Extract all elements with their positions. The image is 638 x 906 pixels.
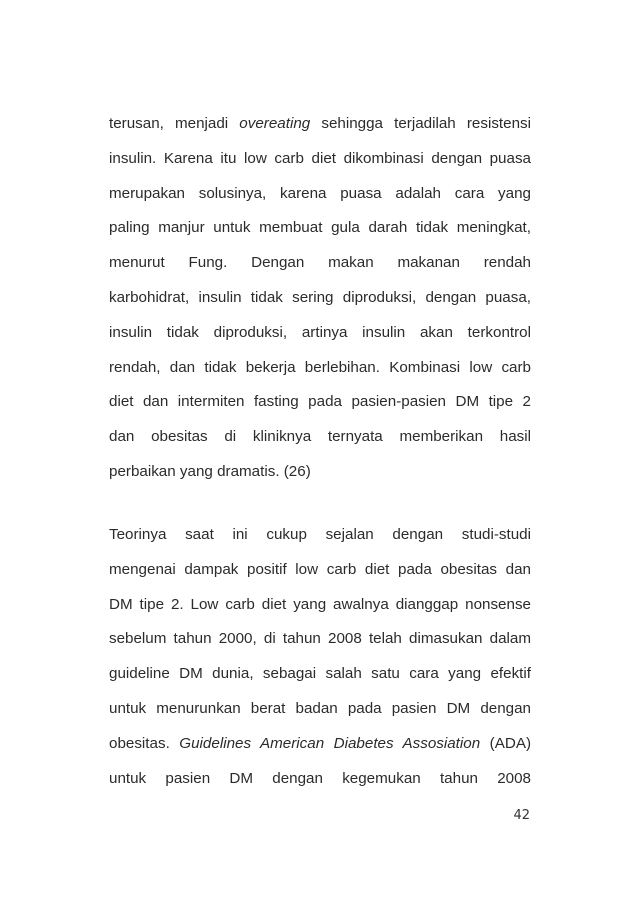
paragraph-2: [109, 518, 531, 796]
text-line: [109, 762, 531, 797]
text-segment: DM tipe 2. Low carb diet yang awalnya dianggap nonsense: [109, 595, 531, 613]
text-segment: sehingga terjadilah resistensi: [310, 115, 531, 132]
text-line: [109, 281, 531, 316]
text-segment: guideline DM dunia, sebagai salah satu cara yang efektif: [109, 665, 531, 683]
text-line: [109, 622, 531, 657]
text-line: [109, 142, 531, 177]
text-segment: merupakan solusinya, karena puasa adalah cara yang: [109, 184, 531, 202]
text-line: [109, 107, 531, 142]
text-line: [109, 657, 531, 692]
text-segment: perbaikan yang dramatis. (26): [109, 462, 311, 480]
text-segment: menurut Fung. Dengan makan makanan rendah: [109, 254, 531, 272]
text-segment: insulin tidak diproduksi, artinya insulin akan terkontrol: [109, 323, 531, 341]
text-segment: diet dan intermiten fasting pada pasien-pasien DM tipe 2: [109, 393, 531, 411]
text-segment: sebelum tahun 2000, di tahun 2008 telah dimasukan dalam: [109, 630, 531, 648]
text-line: [109, 177, 531, 212]
text-line: [109, 246, 531, 281]
text-line: [109, 588, 531, 623]
text-segment: Teorinya saat ini cukup sejalan dengan studi-studi: [109, 526, 531, 543]
text-line: [109, 351, 531, 386]
text-line: [109, 692, 531, 727]
text-line: [109, 727, 531, 762]
paragraph-1: [109, 107, 531, 490]
text-line: [109, 211, 531, 246]
text-line: [109, 420, 531, 455]
text-segment: untuk menurunkan berat badan pada pasien DM dengan: [109, 699, 531, 717]
text-segment: rendah, dan tidak bekerja berlebihan. Kombinasi low carb: [109, 358, 531, 376]
text-segment: mengenai dampak positif low carb diet pada obesitas dan: [109, 560, 531, 578]
text-line: [109, 316, 531, 351]
text-segment: paling manjur untuk membuat gula darah tidak meningkat,: [109, 219, 531, 237]
text-segment: dan obesitas di kliniknya ternyata memberikan hasil: [109, 428, 531, 446]
page-number: 42: [513, 808, 530, 823]
text-segment: obesitas.: [109, 734, 180, 752]
text-segment: untuk pasien DM dengan kegemukan tahun 2008: [109, 769, 531, 787]
italic-text: overeating: [239, 115, 311, 132]
text-line: [109, 553, 531, 588]
text-segment: terusan, menjadi: [109, 115, 240, 132]
text-segment: insulin. Karena itu low carb diet dikombinasi dengan puasa: [109, 149, 531, 167]
text-line: [109, 385, 531, 420]
text-line: [109, 455, 531, 490]
text-segment: (ADA): [480, 734, 531, 752]
italic-text: Guidelines American Diabetes Assosiation: [179, 734, 481, 752]
text-segment: karbohidrat, insulin tidak sering diproduksi, dengan puasa,: [109, 288, 531, 306]
text-line: [109, 518, 531, 553]
